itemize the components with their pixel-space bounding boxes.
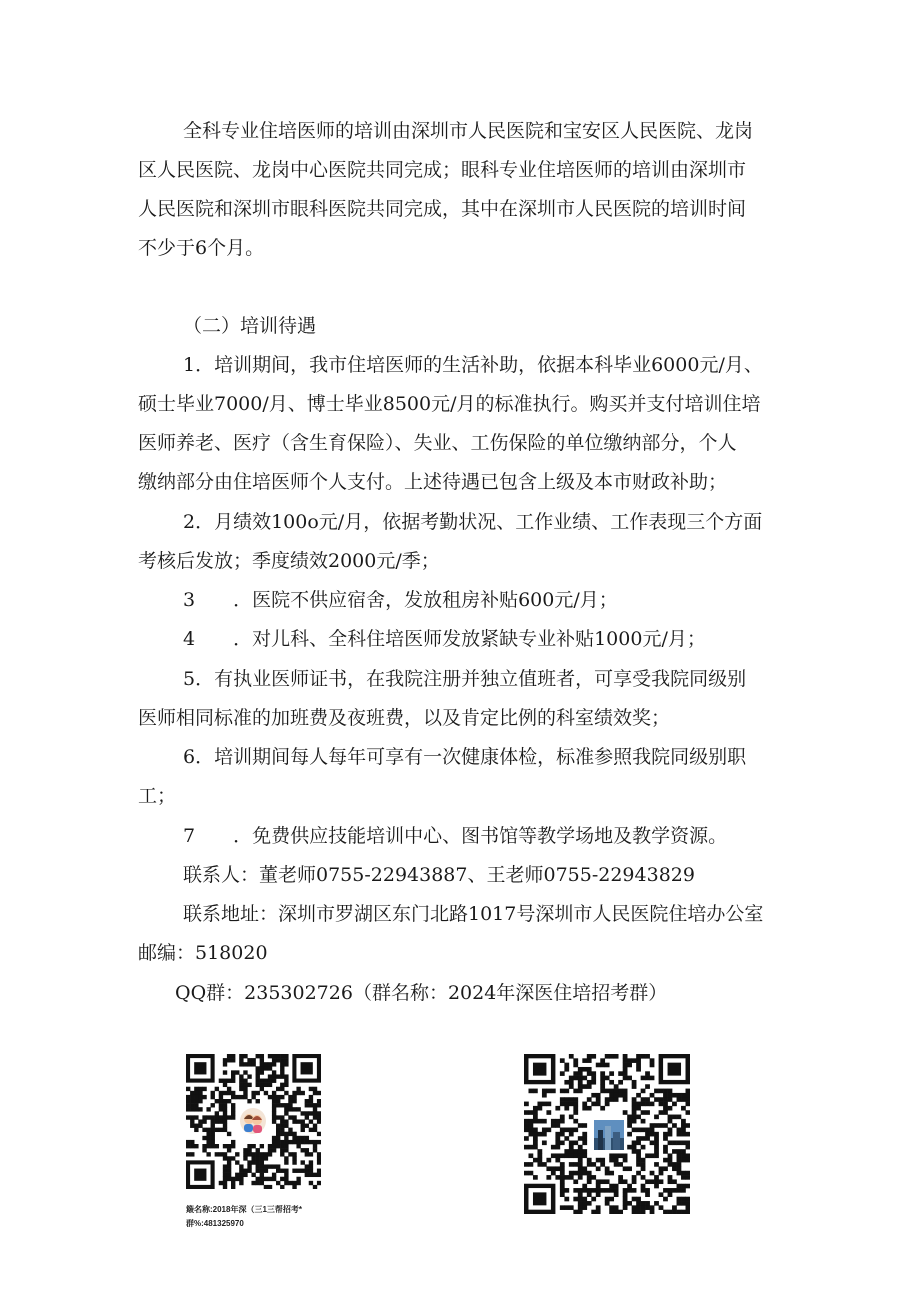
text-line: 工； xyxy=(138,785,177,807)
postcode-line: 邮编：518020 xyxy=(138,942,268,964)
qr-code-left xyxy=(186,1054,321,1189)
qq-group-line: QQ群：235302726（群名称：2024年深医住培招考群） xyxy=(175,982,668,1004)
text-line: 7 ．免费供应技能培训中心、图书馆等教学场地及教学资源。 xyxy=(183,825,728,847)
text-line: 医师相同标准的加班费及夜班费，以及肯定比例的科室绩效奖； xyxy=(138,707,671,729)
text-line: 5．有执业医师证书，在我院注册并独立值班者，可享受我院同级别 xyxy=(183,668,747,690)
text-line: 4 ．对儿科、全科住培医师发放紧缺专业补贴1000元/月； xyxy=(183,628,706,650)
text-line: 缴纳部分由住培医师个人支付。上述待遇已包含上级及本市财政补助； xyxy=(138,471,728,493)
avatar-icon xyxy=(238,1106,268,1136)
text-line: 6．培训期间每人每年可享有一次健康体检，标准参照我院同级别职 xyxy=(183,746,747,768)
text-line: 人民医院和深圳市眼科医院共同完成，其中在深圳市人民医院的培训时间 xyxy=(138,198,747,220)
text-line: 3 ．医院不供应宿舍，发放租房补贴600元/月； xyxy=(183,589,618,611)
text-line: 考核后发放；季度绩效2000元/季； xyxy=(138,550,440,572)
qr-caption-number: 群%:481325970 xyxy=(186,1219,244,1228)
text-line: 全科专业住培医师的培训由深圳市人民医院和宝安区人民医院、龙岗 xyxy=(183,120,754,142)
logo-image-icon xyxy=(592,1118,626,1152)
address-line: 联系地址：深圳市罗湖区东门北路1017号深圳市人民医院住培办公室 xyxy=(183,903,764,925)
text-line: 2．月绩效100o元/月，依据考勤状况、工作业绩、工作表现三个方面 xyxy=(183,511,763,533)
text-line: 1．培训期间，我市住培医师的生活补助，依据本科毕业6000元/月、 xyxy=(183,354,763,376)
section-heading: （二）培训待遇 xyxy=(183,315,317,337)
text-line: 医师养老、医疗（含生育保险）、失业、工伤保险的单位缴纳部分，个人 xyxy=(138,432,737,454)
qr-code-right xyxy=(524,1054,690,1214)
text-line: 区人民医院、龙岗中心医院共同完成；眼科专业住培医师的培训由深圳市 xyxy=(138,159,747,181)
text-line: 硕士毕业7000/月、博士毕业8500元/月的标准执行。购买并支付培训住培 xyxy=(138,393,761,415)
contact-line: 联系人：董老师0755-22943887、王老师0755-22943829 xyxy=(183,864,695,886)
qr-caption-name: 簸名称:2018年深（三1三帮招考* xyxy=(186,1205,303,1214)
text-line: 不少于6个月。 xyxy=(138,237,265,259)
